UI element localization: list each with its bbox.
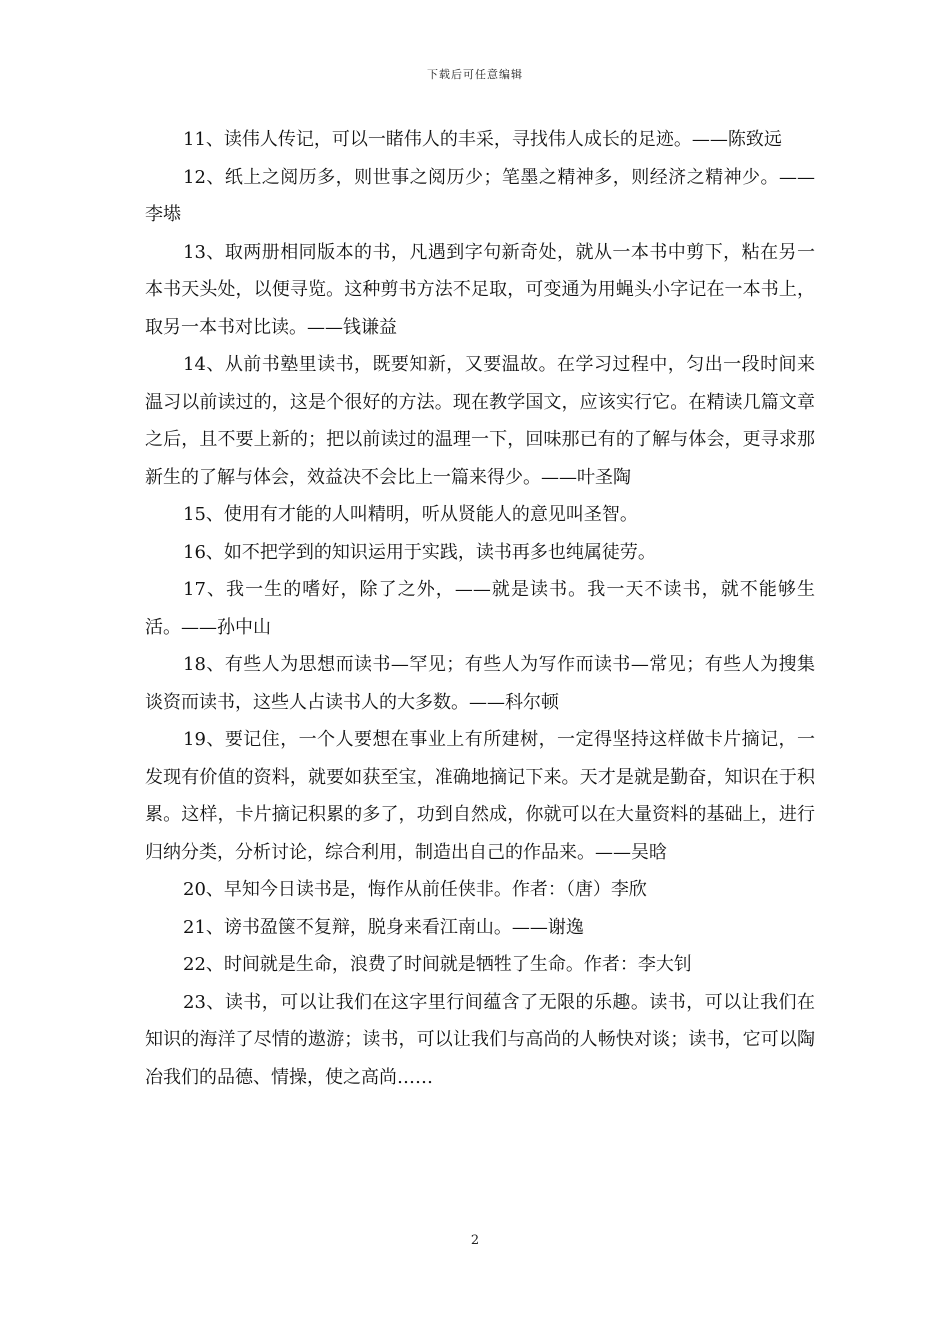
quote-paragraph-12: 12、纸上之阅历多，则世事之阅历少；笔墨之精神多，则经济之精神少。——李塨 (145, 166, 815, 225)
page-number: 2 (470, 1233, 480, 1248)
quote-paragraph-21: 21、谤书盈箧不复辩，脱身来看江南山。——谢逸 (183, 916, 584, 938)
quote-paragraph-20: 20、早知今日读书是，悔作从前任侠非。作者：（唐）李欣 (183, 879, 647, 900)
quote-paragraph-11: 11、读伟人传记，可以一睹伟人的丰采，寻找伟人成长的足迹。——陈致远 (183, 129, 782, 150)
quote-paragraph-19: 19、要记住，一个人要想在事业上有所建树，一定得坚持这样做卡片摘记，一发现有价值的资料，就要如获至宝，准确地摘记下来。天才是就是勤奋，知识在于积累。这样，卡片摘记积累的多了，功到自然成，你就可以在大量资料的基础上，进行归纳分类，分析讨论，综合利用，制造出自己的作品来。——吴晗 (145, 729, 815, 863)
page-header: 下载后可任意编辑 (427, 68, 523, 81)
quote-paragraph-22: 22、时间就是生命，浪费了时间就是牺牲了生命。作者：李大钊 (183, 954, 692, 975)
document-body (145, 121, 815, 1096)
quote-paragraph-17: 17、我一生的嗜好，除了之外，——就是读书。我一天不读书，就不能够生活。——孙中山 (145, 579, 815, 638)
quote-paragraph-18: 18、有些人为思想而读书—罕见；有些人为写作而读书—常见；有些人为搜集谈资而读书，这些人占读书人的大多数。——科尔顿 (145, 654, 815, 713)
quote-paragraph-16: 16、如不把学到的知识运用于实践，读书再多也纯属徒劳。 (183, 541, 656, 563)
quote-paragraph-13: 13、取两册相同版本的书，凡遇到字句新奇处，就从一本书中剪下，粘在另一本书天头处，以便寻览。这种剪书方法不足取，可变通为用蝇头小字记在一本书上，取另一本书对比读。——钱谦益 (145, 241, 815, 338)
quote-paragraph-14: 14、从前书塾里读书，既要知新，又要温故。在学习过程中，匀出一段时间来温习以前读过的，这是个很好的方法。现在教学国文，应该实行它。在精读几篇文章之后，且不要上新的；把以前读过的温理一下，回味那已有的了解与体会，更寻求那新生的了解与体会，效益决不会比上一篇来得少。——叶圣陶 (145, 354, 815, 488)
quote-paragraph-23: 23、读书，可以让我们在这字里行间蕴含了无限的乐趣。读书，可以让我们在知识的海洋了尽情的遨游；读书，可以让我们与高尚的人畅快对谈；读书，它可以陶冶我们的品德、情操，使之高尚…… (145, 991, 815, 1088)
quote-paragraph-15: 15、使用有才能的人叫精明，听从贤能人的意见叫圣智。 (183, 504, 638, 525)
